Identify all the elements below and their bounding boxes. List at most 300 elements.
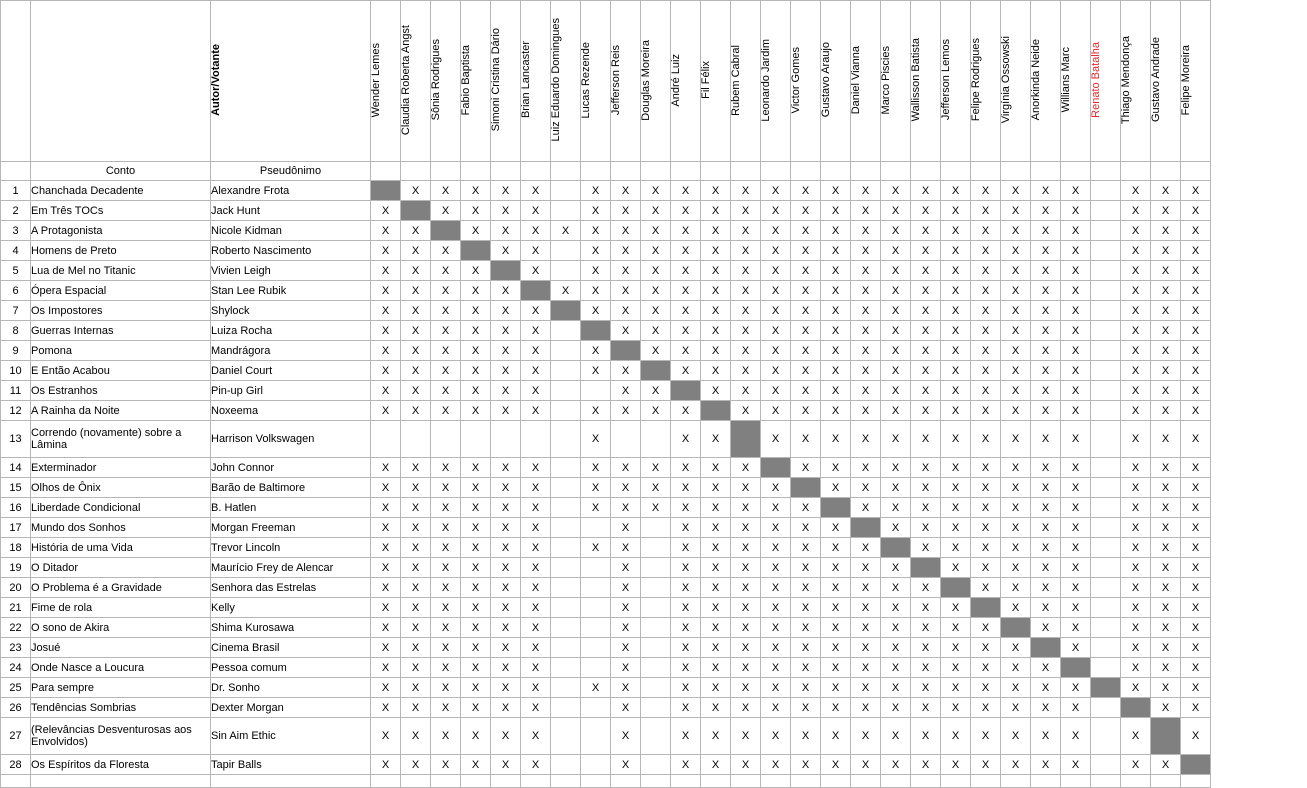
vote-cell[interactable]: X [401, 598, 431, 618]
vote-cell[interactable]: X [731, 458, 761, 478]
vote-cell[interactable]: X [881, 478, 911, 498]
vote-cell[interactable]: X [461, 718, 491, 755]
vote-cell[interactable]: X [761, 381, 791, 401]
vote-cell[interactable]: X [671, 321, 701, 341]
vote-cell[interactable]: X [1031, 181, 1061, 201]
vote-cell[interactable]: X [401, 281, 431, 301]
vote-cell[interactable]: X [1061, 361, 1091, 381]
vote-cell[interactable] [1091, 401, 1121, 421]
vote-cell[interactable]: X [1061, 201, 1091, 221]
vote-cell[interactable]: X [461, 281, 491, 301]
vote-cell[interactable] [551, 578, 581, 598]
vote-cell[interactable]: X [1181, 381, 1211, 401]
empty-cell[interactable] [371, 775, 401, 788]
vote-cell[interactable]: X [1121, 718, 1151, 755]
vote-cell[interactable]: X [881, 698, 911, 718]
vote-cell[interactable]: X [851, 361, 881, 381]
vote-cell[interactable]: X [371, 458, 401, 478]
vote-cell[interactable]: X [1001, 678, 1031, 698]
vote-cell[interactable]: X [431, 518, 461, 538]
vote-cell-self[interactable] [1151, 718, 1181, 755]
vote-cell[interactable]: X [761, 421, 791, 458]
vote-cell[interactable]: X [1001, 478, 1031, 498]
vote-cell[interactable]: X [1031, 718, 1061, 755]
vote-cell[interactable] [1091, 518, 1121, 538]
vote-cell[interactable] [1091, 181, 1121, 201]
vote-cell[interactable]: X [461, 755, 491, 775]
vote-cell[interactable]: X [851, 478, 881, 498]
vote-cell[interactable]: X [971, 698, 1001, 718]
vote-cell[interactable]: X [1151, 755, 1181, 775]
vote-cell[interactable]: X [641, 478, 671, 498]
vote-cell[interactable]: X [1001, 341, 1031, 361]
empty-cell[interactable] [521, 775, 551, 788]
vote-cell[interactable]: X [521, 381, 551, 401]
vote-cell[interactable]: X [761, 281, 791, 301]
vote-cell-self[interactable] [911, 558, 941, 578]
vote-cell[interactable] [551, 341, 581, 361]
vote-cell[interactable]: X [851, 421, 881, 458]
vote-cell[interactable]: X [431, 755, 461, 775]
vote-cell[interactable]: X [431, 618, 461, 638]
vote-cell[interactable]: X [731, 718, 761, 755]
vote-cell[interactable]: X [761, 698, 791, 718]
vote-cell[interactable]: X [761, 678, 791, 698]
vote-cell[interactable]: X [671, 401, 701, 421]
vote-cell[interactable]: X [1121, 301, 1151, 321]
vote-cell[interactable]: X [941, 361, 971, 381]
vote-cell[interactable]: X [911, 538, 941, 558]
vote-cell[interactable] [581, 578, 611, 598]
vote-cell[interactable]: X [881, 361, 911, 381]
vote-cell[interactable]: X [1151, 458, 1181, 478]
vote-cell[interactable]: X [1181, 578, 1211, 598]
vote-cell[interactable]: X [821, 698, 851, 718]
vote-cell[interactable]: X [641, 281, 671, 301]
vote-cell[interactable]: X [1121, 658, 1151, 678]
empty-cell[interactable] [1061, 775, 1091, 788]
vote-cell[interactable]: X [521, 261, 551, 281]
vote-cell[interactable]: X [1151, 698, 1181, 718]
vote-cell[interactable]: X [1031, 401, 1061, 421]
vote-cell[interactable]: X [731, 638, 761, 658]
vote-cell[interactable]: X [1031, 578, 1061, 598]
vote-cell[interactable]: X [611, 658, 641, 678]
vote-cell[interactable]: X [581, 281, 611, 301]
vote-cell[interactable]: X [671, 718, 701, 755]
vote-cell[interactable]: X [1061, 558, 1091, 578]
vote-cell[interactable]: X [851, 221, 881, 241]
vote-cell[interactable]: X [821, 201, 851, 221]
vote-cell[interactable]: X [1001, 638, 1031, 658]
vote-cell[interactable]: X [521, 755, 551, 775]
vote-cell[interactable]: X [491, 538, 521, 558]
vote-cell[interactable]: X [1001, 221, 1031, 241]
vote-cell[interactable]: X [581, 478, 611, 498]
vote-cell[interactable]: X [701, 618, 731, 638]
vote-cell[interactable]: X [431, 341, 461, 361]
vote-cell[interactable]: X [791, 698, 821, 718]
vote-cell[interactable]: X [791, 498, 821, 518]
vote-cell[interactable]: X [731, 755, 761, 775]
vote-cell[interactable]: X [371, 301, 401, 321]
vote-cell[interactable]: X [1121, 281, 1151, 301]
vote-cell[interactable]: X [701, 281, 731, 301]
vote-cell[interactable]: X [611, 518, 641, 538]
empty-cell[interactable] [941, 775, 971, 788]
vote-cell[interactable]: X [401, 498, 431, 518]
vote-cell[interactable]: X [1061, 578, 1091, 598]
vote-cell[interactable]: X [671, 755, 701, 775]
empty-cell[interactable] [611, 775, 641, 788]
vote-cell[interactable]: X [1031, 221, 1061, 241]
vote-cell[interactable]: X [941, 755, 971, 775]
vote-cell[interactable]: X [881, 598, 911, 618]
vote-cell[interactable]: X [401, 558, 431, 578]
vote-cell[interactable]: X [761, 518, 791, 538]
vote-cell[interactable]: X [821, 518, 851, 538]
vote-cell[interactable]: X [401, 221, 431, 241]
vote-cell[interactable]: X [791, 361, 821, 381]
vote-cell[interactable]: X [1181, 678, 1211, 698]
vote-cell[interactable]: X [821, 638, 851, 658]
vote-cell[interactable]: X [431, 638, 461, 658]
vote-cell[interactable]: X [671, 341, 701, 361]
vote-cell[interactable]: X [911, 618, 941, 638]
vote-cell[interactable] [551, 261, 581, 281]
vote-cell[interactable]: X [731, 538, 761, 558]
vote-cell[interactable]: X [791, 201, 821, 221]
vote-cell[interactable]: X [491, 301, 521, 321]
vote-cell[interactable]: X [1061, 618, 1091, 638]
vote-cell[interactable]: X [1121, 381, 1151, 401]
vote-cell[interactable]: X [851, 638, 881, 658]
empty-cell[interactable] [671, 775, 701, 788]
vote-cell[interactable]: X [401, 261, 431, 281]
vote-cell[interactable]: X [1001, 241, 1031, 261]
empty-cell[interactable] [1181, 775, 1211, 788]
vote-cell[interactable]: X [431, 201, 461, 221]
vote-cell[interactable]: X [761, 598, 791, 618]
vote-cell[interactable] [371, 421, 401, 458]
vote-cell[interactable]: X [911, 678, 941, 698]
vote-cell[interactable]: X [1151, 598, 1181, 618]
vote-cell[interactable]: X [671, 241, 701, 261]
empty-cell[interactable] [1151, 775, 1181, 788]
vote-cell[interactable]: X [731, 558, 761, 578]
vote-cell-self[interactable] [821, 498, 851, 518]
vote-cell[interactable]: X [1181, 321, 1211, 341]
vote-cell[interactable]: X [431, 381, 461, 401]
vote-cell[interactable]: X [761, 538, 791, 558]
vote-cell[interactable]: X [1061, 181, 1091, 201]
vote-cell[interactable]: X [1121, 261, 1151, 281]
vote-cell[interactable]: X [1151, 478, 1181, 498]
vote-cell[interactable]: X [1181, 538, 1211, 558]
vote-cell[interactable]: X [431, 558, 461, 578]
vote-cell[interactable]: X [911, 401, 941, 421]
vote-cell[interactable]: X [1031, 678, 1061, 698]
vote-cell[interactable]: X [1121, 321, 1151, 341]
vote-cell[interactable]: X [491, 718, 521, 755]
vote-cell[interactable]: X [1061, 518, 1091, 538]
vote-cell[interactable]: X [671, 638, 701, 658]
vote-cell[interactable]: X [701, 381, 731, 401]
vote-cell[interactable]: X [851, 658, 881, 678]
vote-cell[interactable]: X [461, 678, 491, 698]
vote-cell-self[interactable] [671, 381, 701, 401]
vote-cell[interactable]: X [611, 181, 641, 201]
vote-cell[interactable]: X [611, 321, 641, 341]
vote-cell[interactable]: X [521, 498, 551, 518]
vote-cell[interactable]: X [911, 381, 941, 401]
empty-cell[interactable] [581, 775, 611, 788]
vote-cell[interactable]: X [941, 221, 971, 241]
vote-cell[interactable]: X [791, 578, 821, 598]
vote-cell[interactable]: X [671, 458, 701, 478]
vote-cell[interactable]: X [701, 558, 731, 578]
empty-cell[interactable] [431, 775, 461, 788]
vote-cell[interactable]: X [821, 381, 851, 401]
vote-cell[interactable]: X [491, 598, 521, 618]
vote-cell[interactable]: X [701, 755, 731, 775]
empty-cell[interactable] [401, 775, 431, 788]
vote-cell[interactable]: X [1031, 498, 1061, 518]
vote-cell[interactable] [641, 618, 671, 638]
vote-cell[interactable]: X [971, 421, 1001, 458]
vote-cell[interactable]: X [581, 458, 611, 478]
vote-cell[interactable]: X [1061, 261, 1091, 281]
vote-cell[interactable]: X [1121, 518, 1151, 538]
vote-cell[interactable]: X [1031, 301, 1061, 321]
vote-cell[interactable]: X [1181, 341, 1211, 361]
vote-cell[interactable]: X [1031, 241, 1061, 261]
vote-cell[interactable]: X [881, 281, 911, 301]
vote-cell[interactable] [431, 421, 461, 458]
vote-cell[interactable]: X [731, 618, 761, 638]
vote-cell[interactable]: X [671, 281, 701, 301]
vote-cell[interactable]: X [701, 458, 731, 478]
vote-cell[interactable]: X [941, 498, 971, 518]
vote-cell[interactable]: X [1181, 421, 1211, 458]
vote-cell[interactable]: X [461, 618, 491, 638]
vote-cell[interactable]: X [1181, 638, 1211, 658]
vote-cell-self[interactable] [401, 201, 431, 221]
vote-cell[interactable]: X [821, 361, 851, 381]
vote-cell[interactable]: X [371, 598, 401, 618]
vote-cell[interactable]: X [491, 698, 521, 718]
vote-cell[interactable]: X [911, 718, 941, 755]
vote-cell[interactable]: X [911, 281, 941, 301]
vote-cell[interactable]: X [941, 341, 971, 361]
vote-cell[interactable]: X [401, 755, 431, 775]
vote-cell[interactable] [641, 421, 671, 458]
vote-cell[interactable]: X [821, 261, 851, 281]
vote-cell[interactable]: X [731, 498, 761, 518]
vote-cell[interactable]: X [791, 241, 821, 261]
vote-cell[interactable]: X [371, 498, 401, 518]
vote-cell[interactable]: X [1151, 421, 1181, 458]
vote-cell[interactable]: X [371, 201, 401, 221]
vote-cell[interactable]: X [581, 498, 611, 518]
empty-cell[interactable] [491, 775, 521, 788]
vote-cell[interactable]: X [911, 341, 941, 361]
vote-cell[interactable]: X [881, 241, 911, 261]
vote-cell[interactable]: X [881, 638, 911, 658]
vote-cell[interactable]: X [731, 181, 761, 201]
vote-cell[interactable]: X [401, 458, 431, 478]
vote-cell[interactable]: X [731, 578, 761, 598]
vote-cell[interactable]: X [851, 181, 881, 201]
vote-cell[interactable] [1091, 658, 1121, 678]
vote-cell[interactable]: X [671, 618, 701, 638]
vote-cell[interactable]: X [491, 755, 521, 775]
vote-cell[interactable]: X [1031, 201, 1061, 221]
vote-cell[interactable]: X [971, 241, 1001, 261]
vote-cell[interactable]: X [1001, 321, 1031, 341]
vote-cell[interactable]: X [851, 678, 881, 698]
vote-cell[interactable]: X [1031, 755, 1061, 775]
vote-cell[interactable]: X [431, 321, 461, 341]
vote-cell-self[interactable] [701, 401, 731, 421]
vote-cell[interactable]: X [971, 458, 1001, 478]
empty-cell[interactable] [1121, 775, 1151, 788]
vote-cell[interactable]: X [1151, 518, 1181, 538]
vote-cell[interactable]: X [371, 718, 401, 755]
vote-cell[interactable]: X [521, 221, 551, 241]
vote-cell[interactable]: X [1151, 498, 1181, 518]
vote-cell[interactable]: X [431, 578, 461, 598]
vote-cell[interactable] [1091, 341, 1121, 361]
vote-cell[interactable]: X [881, 458, 911, 478]
vote-cell[interactable] [581, 381, 611, 401]
vote-cell[interactable]: X [581, 538, 611, 558]
vote-cell[interactable] [1091, 598, 1121, 618]
vote-cell[interactable]: X [1121, 538, 1151, 558]
vote-cell[interactable]: X [1031, 698, 1061, 718]
vote-cell[interactable]: X [521, 458, 551, 478]
vote-cell[interactable]: X [1001, 281, 1031, 301]
vote-cell[interactable]: X [641, 201, 671, 221]
vote-cell-self[interactable] [1061, 658, 1091, 678]
vote-cell[interactable]: X [431, 478, 461, 498]
vote-cell[interactable] [1091, 498, 1121, 518]
vote-cell[interactable]: X [791, 538, 821, 558]
vote-cell[interactable] [1091, 698, 1121, 718]
vote-cell[interactable] [581, 518, 611, 538]
vote-cell[interactable]: X [941, 301, 971, 321]
vote-cell[interactable] [551, 478, 581, 498]
vote-cell[interactable]: X [881, 181, 911, 201]
vote-cell-self[interactable] [581, 321, 611, 341]
vote-cell[interactable]: X [1151, 221, 1181, 241]
vote-cell[interactable]: X [1031, 618, 1061, 638]
vote-cell[interactable]: X [701, 181, 731, 201]
vote-cell[interactable]: X [1001, 598, 1031, 618]
vote-cell[interactable]: X [611, 698, 641, 718]
vote-cell[interactable]: X [851, 458, 881, 478]
vote-cell[interactable]: X [1181, 558, 1211, 578]
vote-cell[interactable]: X [611, 241, 641, 261]
vote-cell[interactable]: X [761, 361, 791, 381]
vote-cell[interactable]: X [1031, 261, 1061, 281]
vote-cell[interactable]: X [401, 181, 431, 201]
vote-cell[interactable]: X [1151, 181, 1181, 201]
vote-cell[interactable] [1091, 718, 1121, 755]
vote-cell[interactable]: X [821, 678, 851, 698]
vote-cell[interactable]: X [881, 558, 911, 578]
vote-cell-self[interactable] [881, 538, 911, 558]
vote-cell[interactable] [641, 518, 671, 538]
vote-cell[interactable]: X [461, 381, 491, 401]
vote-cell[interactable]: X [611, 301, 641, 321]
vote-cell[interactable]: X [1121, 201, 1151, 221]
vote-cell[interactable] [551, 618, 581, 638]
vote-cell[interactable] [1091, 381, 1121, 401]
vote-cell[interactable]: X [641, 381, 671, 401]
vote-cell[interactable]: X [941, 281, 971, 301]
vote-cell[interactable]: X [641, 181, 671, 201]
vote-cell[interactable]: X [521, 718, 551, 755]
vote-cell[interactable]: X [641, 458, 671, 478]
vote-cell[interactable]: X [761, 201, 791, 221]
vote-cell[interactable]: X [1031, 518, 1061, 538]
vote-cell[interactable]: X [701, 598, 731, 618]
vote-cell[interactable]: X [371, 578, 401, 598]
vote-cell[interactable]: X [731, 678, 761, 698]
vote-cell[interactable]: X [1121, 478, 1151, 498]
vote-cell[interactable]: X [851, 301, 881, 321]
vote-cell[interactable]: X [671, 538, 701, 558]
vote-cell[interactable]: X [941, 458, 971, 478]
vote-cell[interactable]: X [821, 181, 851, 201]
vote-cell[interactable]: X [671, 518, 701, 538]
vote-cell[interactable]: X [701, 678, 731, 698]
vote-cell[interactable] [1091, 538, 1121, 558]
vote-cell[interactable]: X [581, 341, 611, 361]
vote-cell[interactable]: X [941, 261, 971, 281]
vote-cell[interactable]: X [941, 518, 971, 538]
vote-cell[interactable]: X [521, 558, 551, 578]
vote-cell[interactable]: X [1181, 261, 1211, 281]
vote-cell[interactable]: X [581, 221, 611, 241]
vote-cell[interactable] [581, 658, 611, 678]
vote-cell[interactable]: X [401, 518, 431, 538]
vote-cell[interactable]: X [941, 658, 971, 678]
vote-cell[interactable]: X [881, 518, 911, 538]
vote-cell[interactable]: X [401, 241, 431, 261]
vote-cell[interactable]: X [701, 341, 731, 361]
vote-cell-self[interactable] [491, 261, 521, 281]
vote-cell[interactable]: X [671, 361, 701, 381]
vote-cell[interactable]: X [1181, 221, 1211, 241]
vote-cell[interactable]: X [1001, 698, 1031, 718]
vote-cell[interactable] [581, 755, 611, 775]
vote-cell[interactable]: X [731, 321, 761, 341]
vote-cell[interactable]: X [581, 678, 611, 698]
vote-cell[interactable]: X [521, 638, 551, 658]
vote-cell[interactable]: X [671, 221, 701, 241]
vote-cell[interactable]: X [371, 658, 401, 678]
vote-cell[interactable]: X [701, 221, 731, 241]
vote-cell[interactable]: X [731, 518, 761, 538]
vote-cell[interactable]: X [461, 341, 491, 361]
vote-cell[interactable]: X [791, 638, 821, 658]
vote-cell[interactable]: X [461, 538, 491, 558]
empty-cell[interactable] [911, 775, 941, 788]
vote-cell-self[interactable] [731, 421, 761, 458]
empty-cell[interactable] [881, 775, 911, 788]
